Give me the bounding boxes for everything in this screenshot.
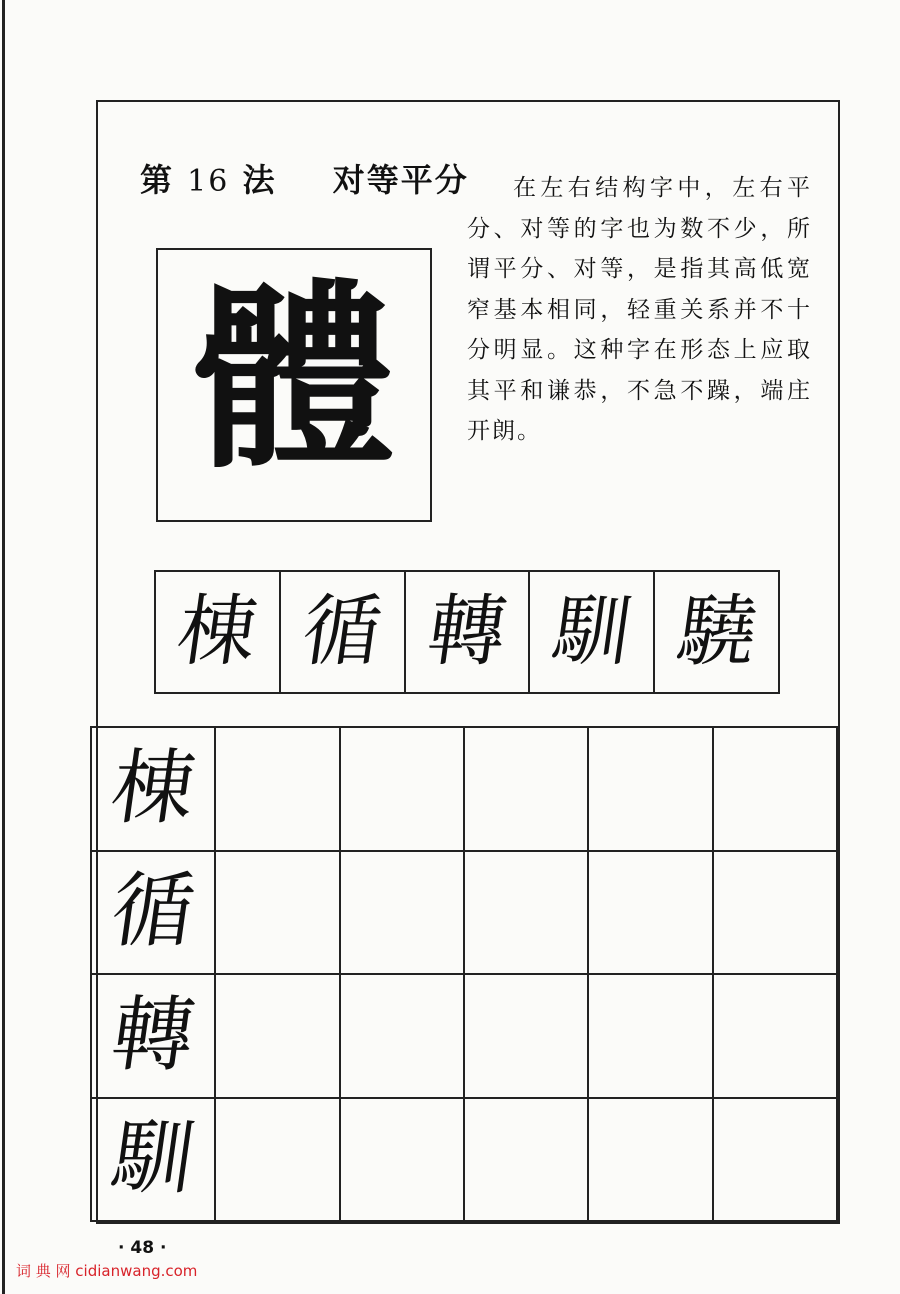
practice-blank-cell[interactable] xyxy=(341,1099,465,1223)
practice-blank-cell[interactable] xyxy=(216,1099,340,1223)
practice-model-character: 循 xyxy=(105,864,201,960)
sample-character: 馴 xyxy=(546,587,638,677)
sample-character: 轉 xyxy=(421,587,513,677)
title-prefix: 第 xyxy=(140,161,175,199)
sample-cell xyxy=(406,572,531,692)
practice-blank-cell[interactable] xyxy=(714,852,838,976)
practice-blank-cell[interactable] xyxy=(589,728,713,852)
title-suffix: 法 xyxy=(242,161,277,199)
sample-characters-row xyxy=(154,570,780,694)
lesson-title xyxy=(140,155,469,201)
lesson-description: 在左右结构字中，左右平分、对等的字也为数不少，所谓平分、对等，是指其高低宽窄基本相同，轻重关系并不十分明显。这种字在形态上应取其平和谦恭，不急不躁，端庄开朗。 xyxy=(467,175,812,444)
practice-model-character: 轉 xyxy=(105,987,201,1083)
practice-blank-cell[interactable] xyxy=(465,728,589,852)
sample-cell xyxy=(530,572,655,692)
sample-character: 循 xyxy=(296,587,388,677)
practice-model-cell xyxy=(92,728,216,852)
sample-cell xyxy=(655,572,778,692)
practice-blank-cell[interactable] xyxy=(216,975,340,1099)
practice-blank-cell[interactable] xyxy=(714,1099,838,1223)
practice-blank-cell[interactable] xyxy=(216,852,340,976)
page-number: · 48 · xyxy=(118,1238,167,1258)
practice-blank-cell[interactable] xyxy=(589,852,713,976)
site-watermark: 词 典 网 cidianwang.com xyxy=(16,1262,198,1280)
practice-model-cell xyxy=(92,1099,216,1223)
sample-cell xyxy=(281,572,406,692)
practice-model-cell xyxy=(92,975,216,1099)
practice-blank-cell[interactable] xyxy=(589,1099,713,1223)
sample-character: 棟 xyxy=(172,587,263,677)
practice-blank-cell[interactable] xyxy=(714,728,838,852)
lesson-number: 16 xyxy=(187,164,230,199)
practice-blank-cell[interactable] xyxy=(341,975,465,1099)
practice-grid xyxy=(90,726,838,1222)
practice-blank-cell[interactable] xyxy=(465,1099,589,1223)
practice-blank-cell[interactable] xyxy=(465,975,589,1099)
sample-cell xyxy=(156,572,281,692)
practice-blank-cell[interactable] xyxy=(465,852,589,976)
practice-model-character: 馴 xyxy=(105,1111,201,1207)
method-name: 对等平分 xyxy=(332,161,469,199)
sample-character: 驍 xyxy=(671,587,762,677)
practice-blank-cell[interactable] xyxy=(589,975,713,1099)
example-character: 體 xyxy=(193,261,394,496)
practice-blank-cell[interactable] xyxy=(216,728,340,852)
practice-blank-cell[interactable] xyxy=(341,852,465,976)
practice-model-character: 棟 xyxy=(105,740,201,836)
practice-model-cell xyxy=(92,852,216,976)
example-character-box xyxy=(156,248,432,522)
practice-blank-cell[interactable] xyxy=(341,728,465,852)
page-binding-edge xyxy=(2,0,5,1294)
practice-blank-cell[interactable] xyxy=(714,975,838,1099)
